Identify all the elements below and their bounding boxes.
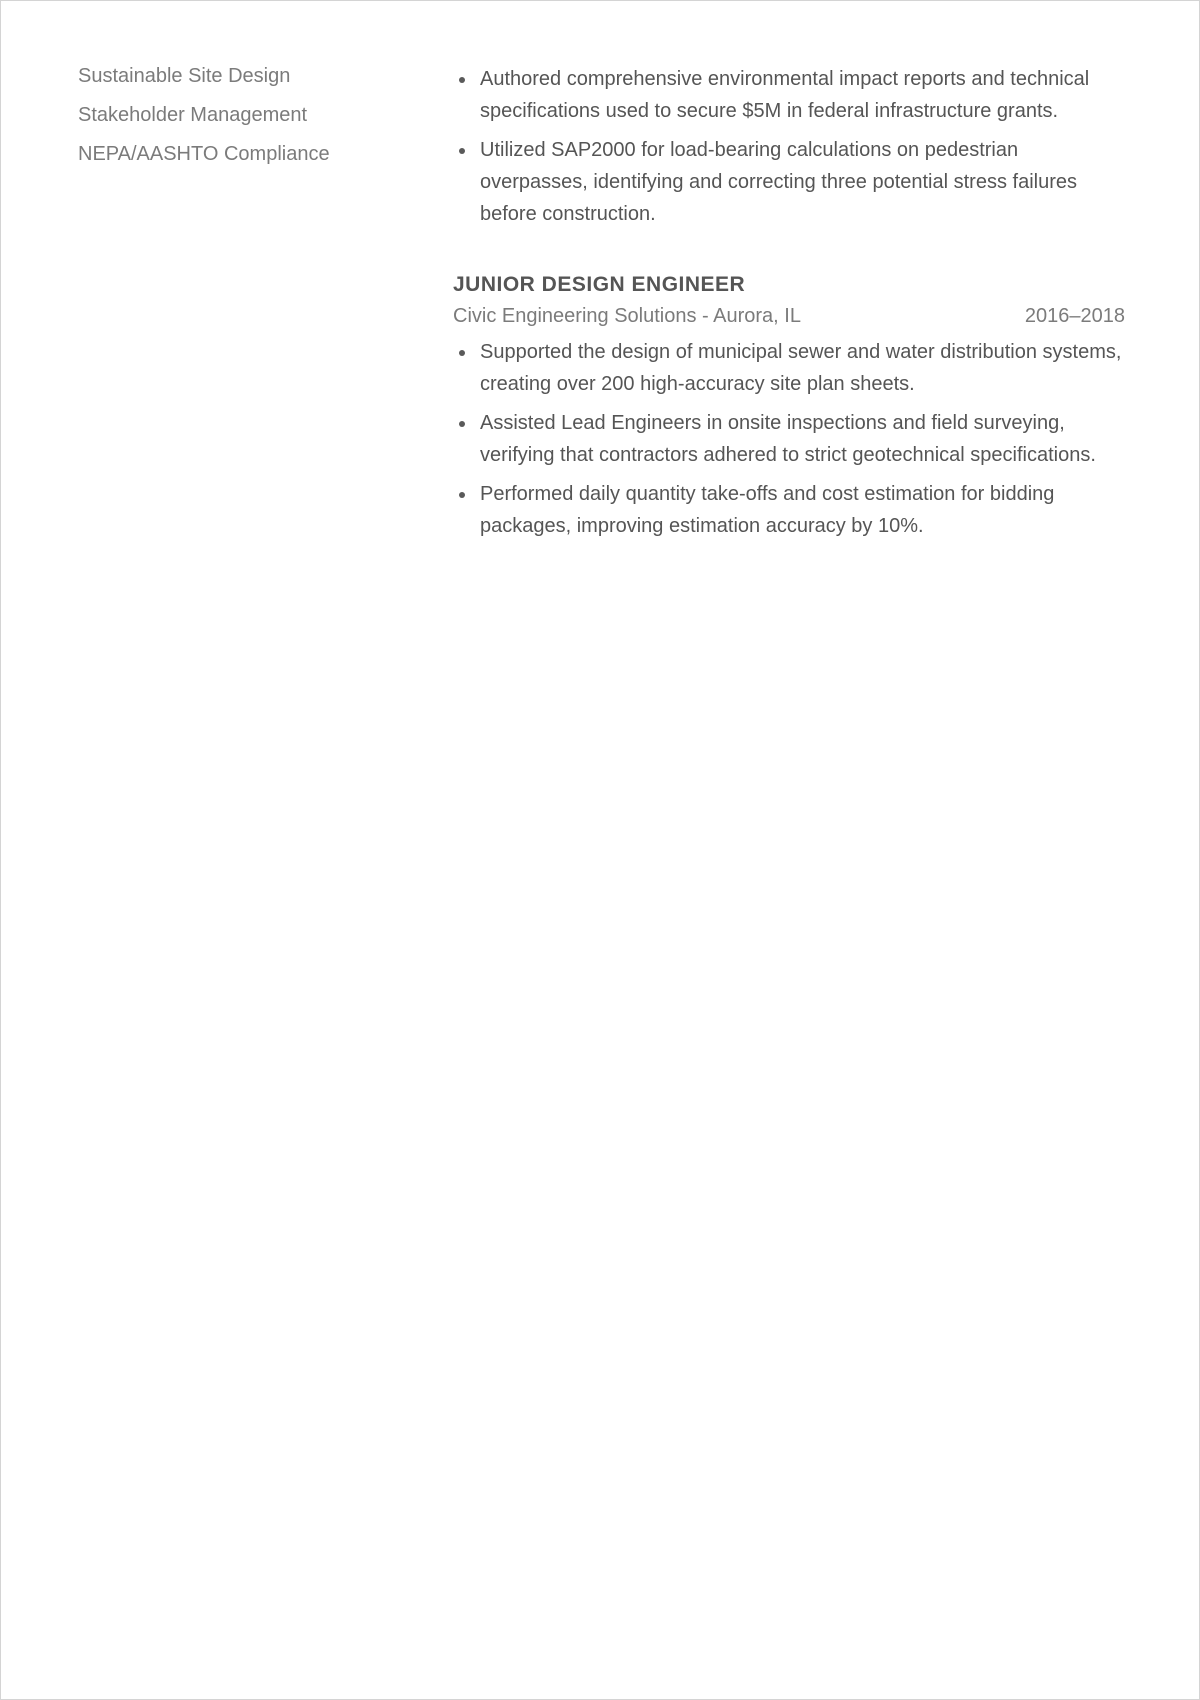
- skills-column: [78, 61, 398, 178]
- bullet-item: Performed daily quantity take-offs and cost estimation for bidding packages, improving estimation accuracy by 10%.: [453, 478, 1125, 542]
- bullet-item: Authored comprehensive environmental impact reports and technical specifications used to secure $5M in federal infrastructure grants.: [453, 63, 1125, 127]
- job-meta: [453, 300, 1125, 332]
- bullet-item: Assisted Lead Engineers in onsite inspections and field surveying, verifying that contractors adhered to strict geotechnical specifications.: [453, 407, 1125, 471]
- job-dates: 2016–2018: [1024, 305, 1125, 327]
- experience-column: [453, 63, 1125, 549]
- skill-item: NEPA/AASHTO Compliance: [78, 143, 330, 165]
- job-title: JUNIOR DESIGN ENGINEER: [453, 273, 746, 296]
- job-entry-junior-design-engineer: [453, 270, 1125, 542]
- skill-item: Sustainable Site Design: [78, 65, 291, 87]
- company-location: Civic Engineering Solutions - Aurora, IL: [453, 305, 801, 327]
- bullet-item: Utilized SAP2000 for load-bearing calculations on pedestrian overpasses, identifying and correcting three potential stress failures before construction.: [453, 134, 1125, 230]
- bullet-item: Supported the design of municipal sewer and water distribution systems, creating over 200 high-accuracy site plan sheets.: [453, 336, 1125, 400]
- previous-job-bullets: [453, 63, 1125, 230]
- skill-item: Stakeholder Management: [78, 104, 308, 126]
- junior-job-bullets: [453, 336, 1125, 542]
